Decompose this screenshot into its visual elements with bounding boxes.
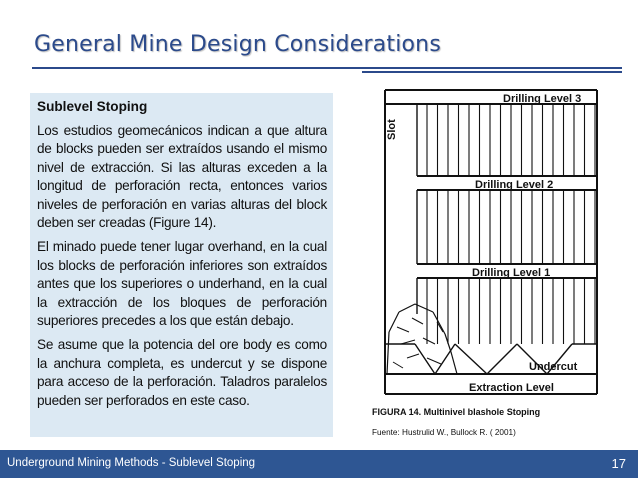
muckpile-rock xyxy=(427,358,441,364)
muckpile-outline xyxy=(399,304,415,312)
multilevel-stoping-diagram xyxy=(357,82,612,402)
undercut-trough xyxy=(415,344,435,374)
footer-bar xyxy=(0,450,638,478)
muckpile-rock xyxy=(407,354,419,358)
title-underline-accent xyxy=(362,71,622,73)
paragraph-geomechanics: Los estudios geomecánicos indican a que altura de blocks pueden ser extraídos usando el mismo nivel de extracción. Si las alturas exceden a la longitud de perforación recta, entonces varios niveles de perforación en varias alturas del block deben ser creadas (Figure 14). xyxy=(37,123,327,231)
muckpile-rock xyxy=(423,338,435,344)
label-drilling-level-3: Drilling Level 3 xyxy=(503,93,582,105)
footer-label: Underground Mining Methods - Sublevel Stoping xyxy=(7,457,256,469)
figure-source: Fuente: Hustrulid W., Bullock R. ( 2001) xyxy=(372,428,516,437)
muckpile-outline xyxy=(433,312,445,334)
figure-caption: FIGURA 14. Multinivel blashole Stoping xyxy=(372,407,541,417)
diagram-linework xyxy=(385,90,597,394)
label-slot: Slot xyxy=(386,119,398,140)
undercut-trough xyxy=(487,344,517,374)
muckpile-rock xyxy=(393,362,403,368)
label-undercut: Undercut xyxy=(529,361,578,373)
label-drilling-level-2: Drilling Level 2 xyxy=(475,179,554,191)
muckpile-outline xyxy=(389,312,399,332)
undercut-trough xyxy=(435,344,455,374)
section-heading: Sublevel Stoping xyxy=(37,99,148,114)
muckpile-outline xyxy=(451,352,457,374)
slide-title: General Mine Design Considerations xyxy=(34,32,441,57)
title-underline-main xyxy=(32,67,622,69)
broken-ore-muckpile xyxy=(387,304,457,374)
label-drilling-level-1: Drilling Level 1 xyxy=(472,267,551,279)
undercut-trough xyxy=(455,344,487,374)
label-extraction-level: Extraction Level xyxy=(469,382,554,394)
paragraph-overhand-underhand: El minado puede tener lugar overhand, en la cual los blocks de perforación inferiores son extraídos antes que los superiores o underhand, en la cual la extracción de los bloques de perforación superiores precedes a los que están debajo. xyxy=(37,239,327,329)
muckpile-outline xyxy=(387,332,389,374)
muckpile-rock xyxy=(412,318,423,324)
muckpile-outline xyxy=(415,304,433,312)
page-number: 17 xyxy=(611,456,626,471)
muckpile-rock xyxy=(397,327,409,332)
paragraph-undercut: Se asume que la potencia del ore body es como la anchura completa, es undercut y se dispone para acceso de la perforación. Taladros paralelos pueden ser perforados en este caso. xyxy=(37,337,327,408)
title-underline xyxy=(32,67,622,74)
content-textbox xyxy=(30,93,333,437)
